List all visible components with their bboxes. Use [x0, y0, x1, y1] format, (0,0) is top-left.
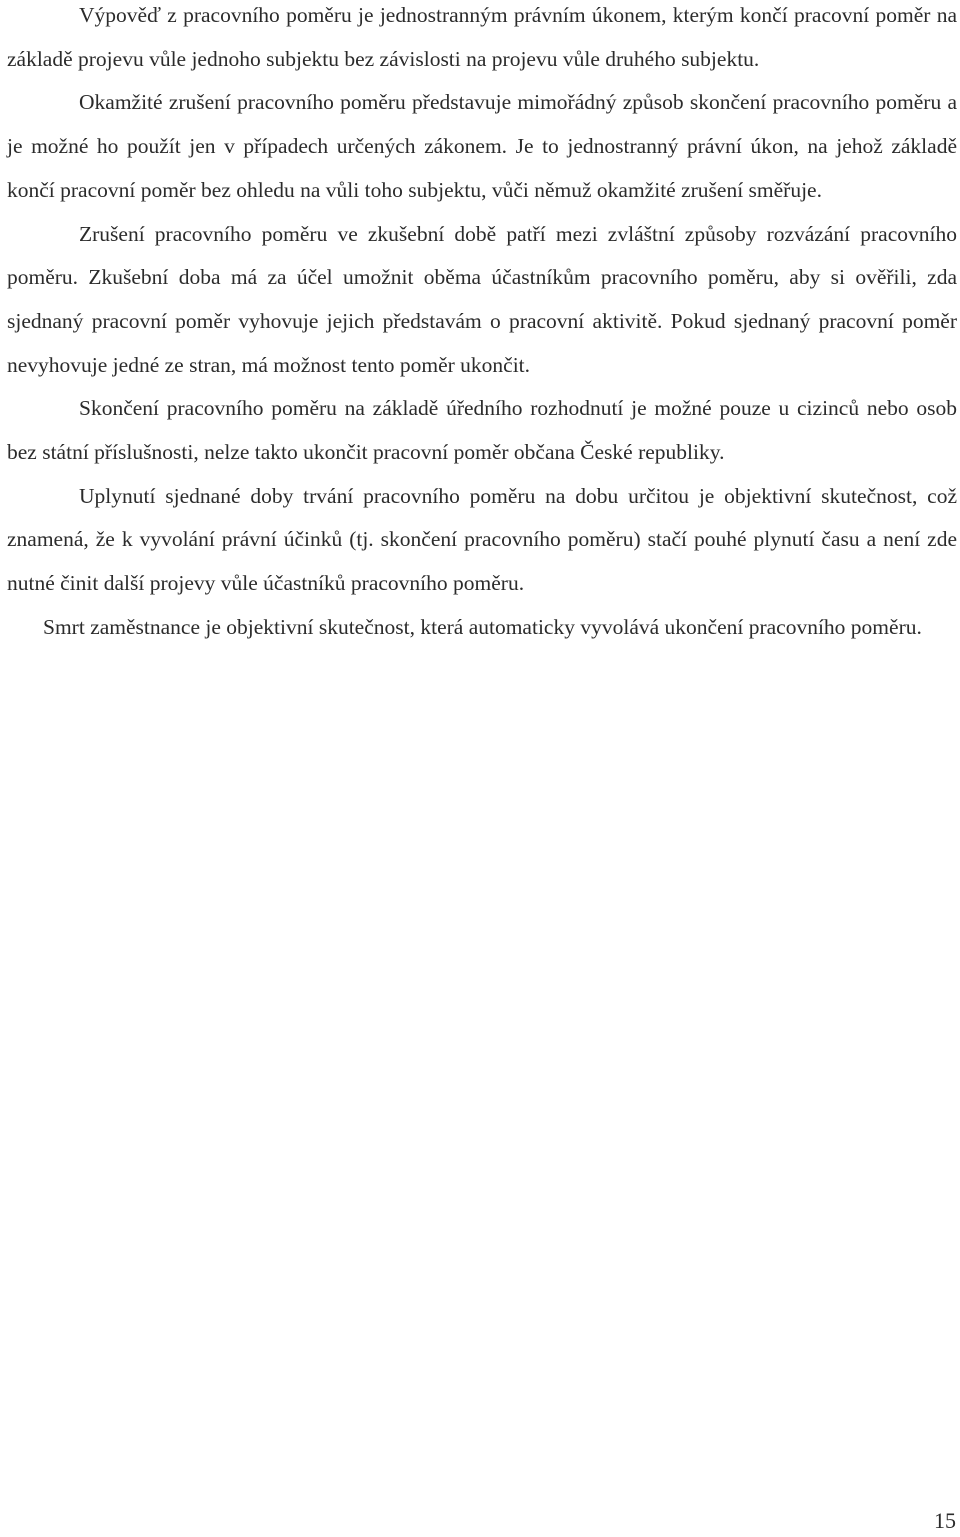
paragraph-probation-period: Zrušení pracovního poměru ve zkušební době patří mezi zvláštní způsoby rozvázání pracovního poměru. Zkušební doba má za účel umožnit oběma účastníkům pracovního poměru, aby si ověřili, zda sjednaný pracovní poměr vyhovuje jejich představám o pracovní aktivitě. Pokud sjednaný pracovní poměr nevyhovuje jedné ze stran, má možnost tento poměr ukončit.: [7, 221, 957, 377]
page-number: 15: [934, 1508, 956, 1533]
paragraph-immediate-termination: Okamžité zrušení pracovního poměru představuje mimořádný způsob skončení pracovního poměru a je možné ho použít jen v případech určených zákonem. Je to jednostranný právní úkon, na jehož základě končí pracovní poměr bez ohledu na vůli toho subjektu, vůči němuž okamžité zrušení směřuje.: [7, 90, 957, 202]
body-text: [7, 0, 957, 650]
paragraph-official-decision: Skončení pracovního poměru na základě úředního rozhodnutí je možné pouze u cizinců nebo osob bez státní příslušnosti, nelze takto ukončit pracovní poměr občana České republiky.: [7, 396, 957, 465]
paragraph-fixed-term-expiry: Uplynutí sjednané doby trvání pracovního poměru na dobu určitou je objektivní skutečnost, což znamená, že k vyvolání právní účinků (tj. skončení pracovního poměru) stačí pouhé plynutí času a není zde nutné činit další projevy vůle účastníků pracovního poměru.: [7, 483, 957, 596]
paragraph-employee-death: Smrt zaměstnance je objektivní skutečnost, která automaticky vyvolává ukončení pracovního poměru.: [43, 614, 922, 639]
paragraph-notice: Výpověď z pracovního poměru je jednostranným právním úkonem, kterým končí pracovní poměr na základě projevu vůle jednoho subjektu bez závislosti na projevu vůle druhého subjektu.: [7, 3, 957, 71]
